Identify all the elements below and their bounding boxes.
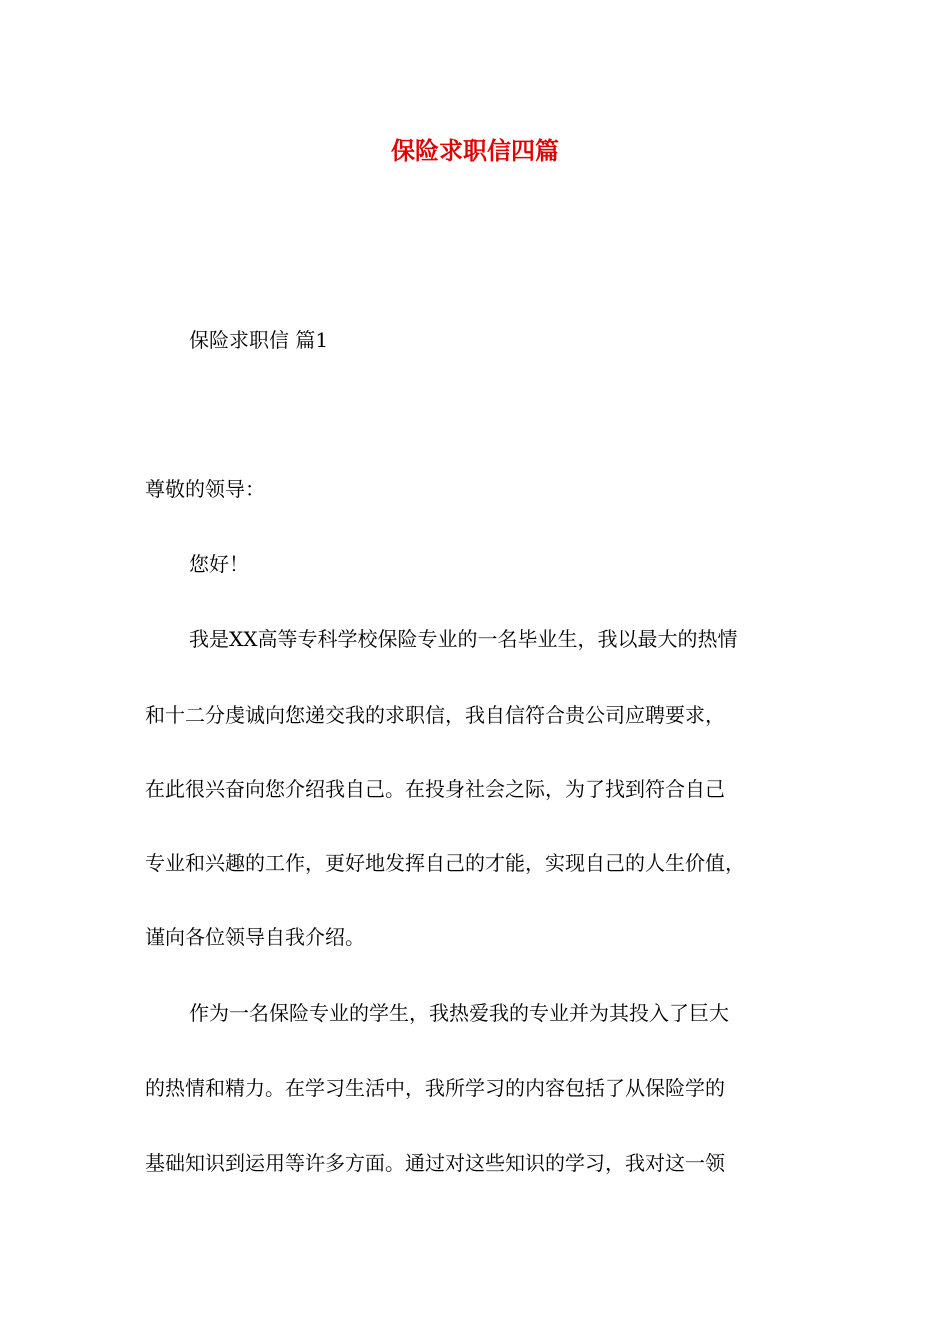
paragraph-line: 的热情和精力。在学习生活中，我所学习的内容包括了从保险学的	[145, 1076, 725, 1100]
paragraph-line: 和十二分虔诚向您递交我的求职信，我自信符合贵公司应聘要求，	[145, 703, 725, 727]
paragraph-line: 作为一名保险专业的学生，我热爱我的专业并为其投入了巨大	[189, 1001, 729, 1025]
paragraph-line: 基础知识到运用等许多方面。通过对这些知识的学习，我对这一领	[145, 1151, 725, 1175]
salutation: 尊敬的领导：	[145, 477, 265, 501]
paragraph-line: 谨向各位领导自我介绍。	[145, 925, 365, 949]
paragraph-line: 我是XX高等专科学校保险专业的一名毕业生，我以最大的热情	[189, 627, 738, 651]
section-heading: 保险求职信 篇1	[189, 328, 329, 352]
page-title: 保险求职信四篇	[391, 136, 559, 165]
greeting: 您好！	[189, 552, 249, 576]
paragraph-line: 在此很兴奋向您介绍我自己。在投身社会之际，为了找到符合自己	[145, 777, 725, 801]
paragraph-line: 专业和兴趣的工作，更好地发挥自己的才能，实现自己的人生价值，	[145, 851, 745, 875]
